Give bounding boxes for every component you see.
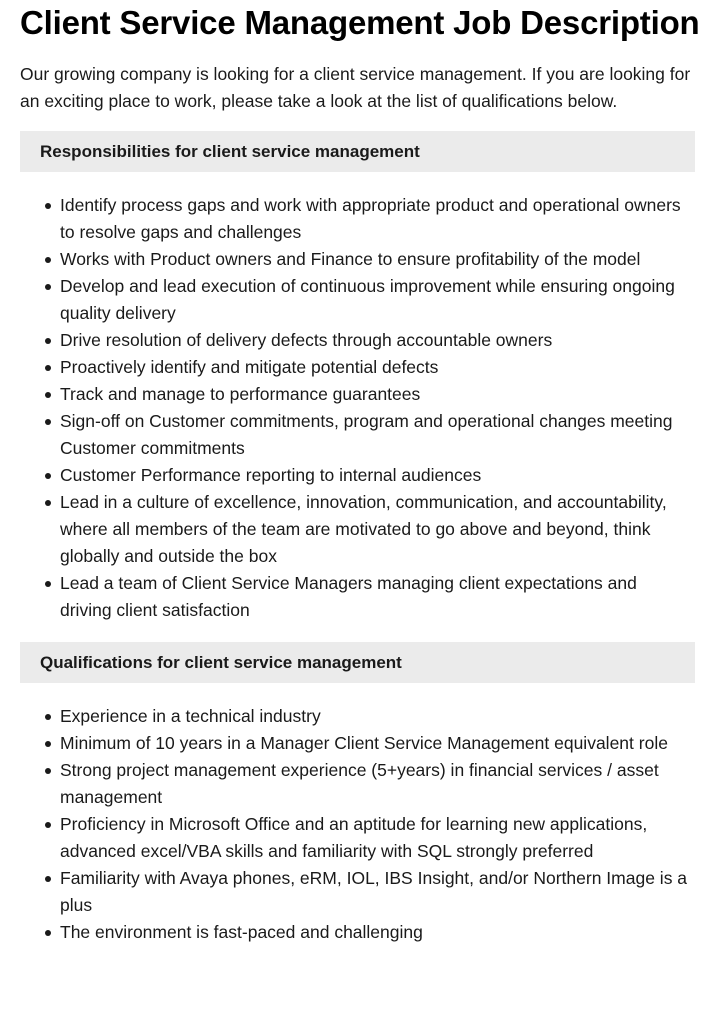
list-item-text: Proficiency in Microsoft Office and an aptitude for learning new applications, advanced excel/VBA skills and familiarity with SQL strongly preferred [60,814,648,861]
list-item-text: Familiarity with Avaya phones, eRM, IOL, IBS Insight, and/or Northern Image is a plus [60,868,688,915]
bullet-icon [45,500,51,506]
list-item-text: Minimum of 10 years in a Manager Client Service Management equivalent role [60,733,668,753]
bullet-icon [45,822,51,828]
bullet-icon [45,338,51,344]
bullet-icon [45,581,51,587]
bullet-icon [45,714,51,720]
list-item [60,811,695,865]
responsibilities-list [20,192,695,624]
list-item [60,489,695,570]
qualifications-list [20,703,695,946]
list-item-text: Develop and lead execution of continuous improvement while ensuring ongoing quality delivery [60,276,675,323]
list-item-text: Drive resolution of delivery defects through accountable owners [60,330,553,350]
bullet-icon [45,284,51,290]
list-item-text: Track and manage to performance guarantees [60,384,421,404]
list-item [60,703,695,730]
list-item [60,570,695,624]
list-item-text: Works with Product owners and Finance to ensure profitability of the model [60,249,641,269]
page-title: Client Service Management Job Description [20,4,700,41]
list-item-text: Lead a team of Client Service Managers managing client expectations and driving client satisfaction [60,573,637,620]
list-item [60,273,695,327]
list-item [60,408,695,462]
qualifications-heading: Qualifications for client service management [20,642,695,683]
bullet-icon [45,930,51,936]
list-item [60,381,695,408]
bullet-icon [45,768,51,774]
list-item [60,919,695,946]
bullet-icon [45,203,51,209]
list-item [60,730,695,757]
bullet-icon [45,876,51,882]
bullet-icon [45,473,51,479]
list-item [60,462,695,489]
bullet-icon [45,419,51,425]
list-item [60,246,695,273]
list-item-text: Lead in a culture of excellence, innovation, communication, and accountability, where all members of the team are motivated to go above and beyond, think globally and outside the box [60,492,667,566]
bullet-icon [45,257,51,263]
list-item [60,354,695,381]
list-item-text: Strong project management experience (5+years) in financial services / asset management [60,760,659,807]
list-item [60,865,695,919]
bullet-icon [45,392,51,398]
list-item-text: The environment is fast-paced and challenging [60,922,423,942]
list-item-text: Experience in a technical industry [60,706,321,726]
list-item-text: Sign-off on Customer commitments, program and operational changes meeting Customer commitments [60,411,673,458]
responsibilities-heading: Responsibilities for client service management [20,131,695,172]
list-item [60,327,695,354]
list-item [60,757,695,811]
intro-paragraph: Our growing company is looking for a client service management. If you are looking for an exciting place to work, please take a look at the list of qualifications below. [20,64,691,111]
list-item-text: Customer Performance reporting to internal audiences [60,465,482,485]
bullet-icon [45,365,51,371]
list-item-text: Proactively identify and mitigate potential defects [60,357,439,377]
bullet-icon [45,741,51,747]
list-item [60,192,695,246]
list-item-text: Identify process gaps and work with appropriate product and operational owners to resolve gaps and challenges [60,195,681,242]
